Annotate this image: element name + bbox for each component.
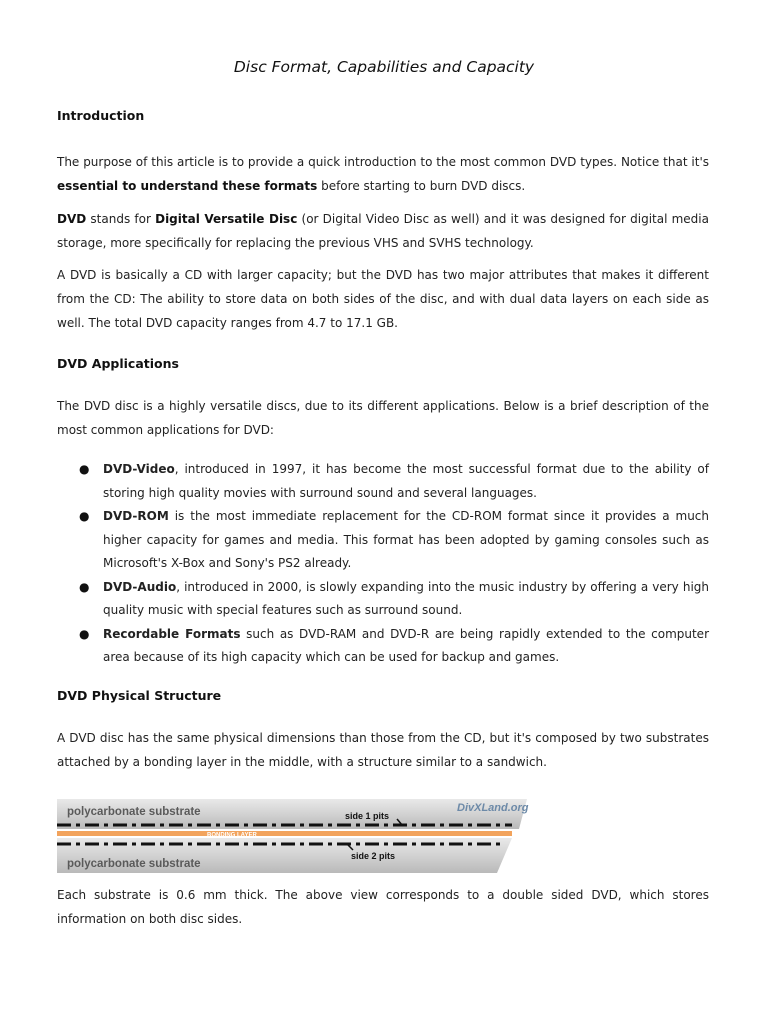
watermark-logo: DivXLand.org xyxy=(457,802,529,814)
text: is the most immediate replacement for the CD-ROM format since it provides a much higher capacity for games and media. This format has been adopted by gaming consoles such as Microsoft's X-Box and Sony's PS2 already. xyxy=(103,509,709,570)
applications-list xyxy=(57,458,709,670)
list-item xyxy=(57,458,709,505)
text: , introduced in 1997, it has become the most successful format due to the ability of storing high quality movies with surround sound and several languages. xyxy=(103,462,709,500)
heading-introduction: Introduction xyxy=(57,108,145,123)
list-item xyxy=(57,576,709,623)
bullet-icon: ● xyxy=(79,462,90,476)
text: (or Digital Video Disc as well) and it was designed for digital media storage, more specifically for replacing the previous VHS and SVHS technology. xyxy=(57,212,709,250)
bold-text: essential to understand these formats xyxy=(57,179,318,193)
physical-paragraph-2: Each substrate is 0.6 mm thick. The above view corresponds to a double sided DVD, which stores information on both disc sides. xyxy=(57,888,709,926)
text: before starting to burn DVD discs. xyxy=(317,179,526,193)
text: , introduced in 2000, is slowly expanding into the music industry by offering a very high quality music with special features such as surround sound. xyxy=(103,579,709,617)
intro-paragraph-2 xyxy=(57,207,709,255)
bold-text: DVD xyxy=(57,212,87,226)
bonding-layer-label: BONDING LAYER xyxy=(207,832,257,839)
text: such as DVD-RAM and DVD-R are being rapidly extended to the computer area because of its high capacity which can be used for backup and games. xyxy=(103,626,710,664)
intro-paragraph-3: A DVD is basically a CD with larger capacity; but the DVD has two major attributes that makes it different from the CD: The ability to store data on both sides of the disc, and with dual data layers on each side as well. The total DVD capacity ranges from 4.7 to 17.1 GB. xyxy=(57,268,709,330)
page-title: Disc Format, Capabilities and Capacity xyxy=(233,58,535,76)
list-item xyxy=(57,623,709,670)
list-item xyxy=(57,505,709,576)
physical-paragraph-1: A DVD disc has the same physical dimensions than those from the CD, but it's composed by two substrates attached by a bonding layer in the middle, with a structure similar to a sandwich. xyxy=(57,731,709,769)
heading-dvd-physical-structure: DVD Physical Structure xyxy=(57,688,222,703)
bonding-layer xyxy=(57,831,512,836)
bold-text: DVD-ROM xyxy=(103,509,169,523)
bold-text: DVD-Video xyxy=(103,462,175,476)
applications-paragraph: The DVD disc is a highly versatile discs, due to its different applications. Below is a brief description of the most common applications for DVD: xyxy=(57,399,709,437)
dvd-structure-diagram xyxy=(57,797,531,875)
intro-paragraph-1 xyxy=(57,150,709,198)
bullet-icon: ● xyxy=(79,626,90,641)
side-1-pits-label: side 1 pits xyxy=(345,811,390,821)
bullet-icon: ● xyxy=(79,509,90,523)
bullet-icon: ● xyxy=(79,579,90,594)
text: The purpose of this article is to provide a quick introduction to the most common DVD types. Notice that it's xyxy=(57,155,709,169)
bold-text: Recordable Formats xyxy=(103,626,241,641)
top-substrate-label: polycarbonate substrate xyxy=(67,806,201,818)
bold-text: DVD-Audio xyxy=(103,579,177,594)
bold-text: Digital Versatile Disc xyxy=(155,212,298,226)
bottom-substrate-label: polycarbonate substrate xyxy=(67,858,201,870)
heading-dvd-applications: DVD Applications xyxy=(57,356,179,371)
text: stands for xyxy=(86,212,156,226)
side-2-pits-label: side 2 pits xyxy=(351,851,396,861)
